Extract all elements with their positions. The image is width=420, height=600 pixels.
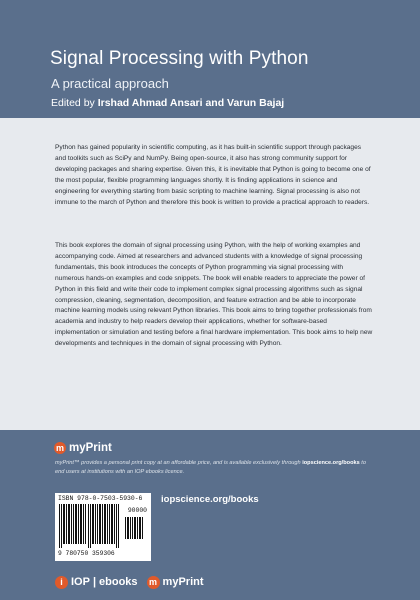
ean-number: 9 780750 359306 <box>58 550 115 557</box>
myprint-desc-part-2: to end users at institutions with an IOP ebooks licence. <box>55 460 366 475</box>
myprint-brand-icon: m <box>147 576 160 589</box>
brand-separator: | <box>92 576 97 588</box>
blurb-paragraph-2: This book explores the domain of signal processing using Python, with the help of working examples and accompanying code. Aimed at researchers and advanced students with a knowledge of signal processing fundamentals, this book introduces the concepts of Python programming via signal processing with numerous hands-on examples and code snippets. The book will enable readers to appreciate the power of Python in this field and write their code to implement complex signal processing algorithms such as signal compression, cleaning, segmentation, decomposition, and feature extraction and be able to incorporate machine learning models using relevant Python libraries. This book aims to bring together professionals from academia and industry to help readers develop their applications, whether for software-based implementation or simulation and testing before a final hardware implementation. This book aims to help new developments and techniques in the domain of signal processing with Python. <box>55 242 373 348</box>
iop-logo-text: IOP <box>71 576 90 588</box>
isbn-barcode <box>55 493 151 561</box>
editors-line <box>51 97 284 109</box>
barcode-bars <box>59 504 121 548</box>
cover-footer <box>0 430 420 600</box>
myprint-desc-part-1: myPrint™ provides a personal print copy at an affordable price, and is available exclusively through <box>55 460 301 466</box>
myprint-logo <box>54 441 112 455</box>
iopscience-books-link[interactable]: iopscience.org/books <box>161 494 259 505</box>
myprint-desc-link[interactable]: iopscience.org/books <box>302 460 360 466</box>
myprint-description <box>55 459 375 476</box>
myprint-brand-text: myPrint <box>162 576 204 588</box>
editors-prefix: Edited by <box>51 97 98 109</box>
myprint-logo-icon: m <box>55 443 64 453</box>
publisher-brand-row <box>55 575 204 589</box>
myprint-logo-text: myPrint <box>69 442 112 454</box>
iop-logo-icon: i <box>55 576 68 589</box>
book-subtitle: A practical approach <box>51 76 169 91</box>
price-code: 90000 <box>127 507 147 514</box>
cover-header <box>0 0 420 118</box>
book-title: Signal Processing with Python <box>50 48 309 69</box>
addon-barcode-bars <box>125 517 145 539</box>
ebooks-logo-text: ebooks <box>99 576 138 588</box>
editor-names: Irshad Ahmad Ansari and Varun Bajaj <box>97 97 285 109</box>
blurb-section <box>0 118 420 430</box>
blurb-paragraph-1: Python has gained popularity in scientific computing, as it has built-in scientific support through packages and toolkits such as SciPy and NumPy. Being open-source, it also has strong community support for developing packages and sharing expertise. Given this, it is inevitable that Python is going to become one of the most popular, flexible programming languages shortly. It is finding applications in science and engineering for everything starting from basic scripting to machine learning. Signal processing is also not immune to the march of Python and therefore this book is written to provide a practical approach to readers. <box>55 144 371 206</box>
isbn-number: ISBN 978-0-7503-5930-6 <box>58 495 143 502</box>
